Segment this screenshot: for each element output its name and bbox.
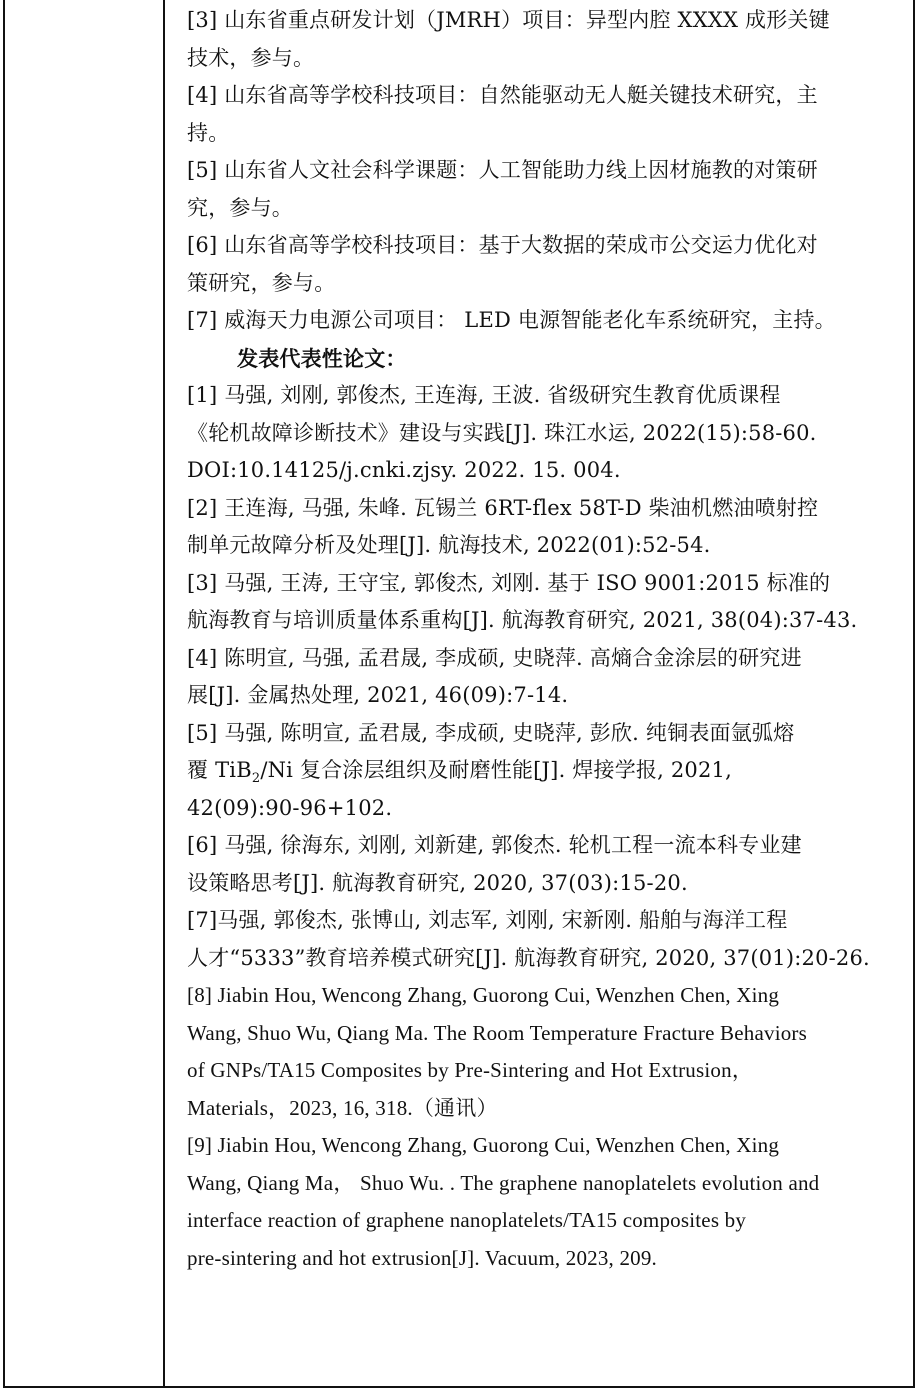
text-line: pre-sintering and hot extrusion[J]. Vacuum, 2023, 209. — [187, 1245, 658, 1270]
text-line: 设策略思考[J]. 航海教育研究, 2020, 37(03):15-20. — [187, 870, 688, 895]
tib-suffix: /Ni 复合涂层组织及耐磨性能[J]. 焊接学报, 2021, — [260, 758, 732, 782]
text-line: 42(09):90-96+102. — [187, 795, 393, 820]
text-line-tib — [187, 752, 903, 790]
left-column-cell — [5, 0, 165, 1386]
section-heading: 发表代表性论文： — [237, 345, 407, 371]
text-line: [1] 马强, 刘刚, 郭俊杰, 王连海, 王波. 省级研究生教育优质课程 — [187, 383, 781, 407]
text-line: [9] Jiabin Hou, Wencong Zhang, Guorong Cui, Wenzhen Chen, Xing — [187, 1133, 780, 1157]
text-line: [4] 山东省高等学校科技项目：自然能驱动无人艇关键技术研究，主 — [187, 83, 818, 107]
text-line: [4] 陈明宣, 马强, 孟君晟, 李成硕, 史晓萍. 高熵合金涂层的研究进 — [187, 645, 802, 670]
document-table — [3, 0, 915, 1388]
text-line: of GNPs/TA15 Composites by Pre-Sintering and Hot Extrusion， — [187, 1058, 754, 1082]
content-cell — [167, 0, 913, 1386]
text-line: [7]马强, 郭俊杰, 张博山, 刘志军, 刘刚, 宋新刚. 船舶与海洋工程 — [187, 908, 788, 932]
text-line: Wang, Shuo Wu, Qiang Ma. The Room Temperature Fracture Behaviors — [187, 1020, 807, 1045]
text-line: [6] 马强, 徐海东, 刘刚, 刘新建, 郭俊杰. 轮机工程一流本科专业建 — [187, 833, 802, 857]
text-line: [5] 山东省人文社会科学课题：人工智能助力线上因材施教的对策研 — [187, 158, 818, 182]
text-line: [2] 王连海, 马强, 朱峰. 瓦锡兰 6RT-flex 58T-D 柴油机燃油喷射控 — [187, 495, 819, 520]
text-line: 制单元故障分析及处理[J]. 航海技术, 2022(01):52-54. — [187, 533, 711, 557]
text-line: Wang, Qiang Ma， Shuo Wu. . The graphene nanoplatelets evolution and — [187, 1170, 820, 1195]
text-line: 持。 — [187, 120, 230, 145]
text-line: [7] 威海天力电源公司项目： LED 电源智能老化车系统研究，主持。 — [187, 308, 836, 332]
text-line: 策研究，参与。 — [187, 270, 336, 295]
text-line: 人才“5333”教育培养模式研究[J]. 航海教育研究, 2020, 37(01):20-26. — [187, 945, 870, 970]
text-line: Materials，2023, 16, 318.（通讯） — [187, 1095, 498, 1120]
text-line: 《轮机故障诊断技术》建设与实践[J]. 珠江水运, 2022(15):58-60. — [187, 420, 817, 445]
text-line: 究，参与。 — [187, 195, 293, 220]
text-line: [3] 马强, 王涛, 王守宝, 郭俊杰, 刘刚. 基于 ISO 9001:2015 标准的 — [187, 570, 831, 595]
tib-prefix: 覆 TiB — [187, 758, 252, 782]
text-line: DOI:10.14125/j.cnki.zjsy. 2022. 15. 004. — [187, 458, 621, 482]
text-line: [6] 山东省高等学校科技项目：基于大数据的荣成市公交运力优化对 — [187, 233, 818, 257]
text-line: 航海教育与培训质量体系重构[J]. 航海教育研究, 2021, 38(04):37-43. — [187, 608, 858, 632]
text-line: [5] 马强, 陈明宣, 孟君晟, 李成硕, 史晓萍, 彭欣. 纯铜表面氩弧熔 — [187, 720, 795, 745]
tib-subscript: 2 — [251, 771, 261, 787]
text-line: [8] Jiabin Hou, Wencong Zhang, Guorong Cui, Wenzhen Chen, Xing — [187, 983, 780, 1007]
text-line: 展[J]. 金属热处理, 2021, 46(09):7-14. — [187, 683, 569, 707]
text-line: interface reaction of graphene nanoplatelets/TA15 composites by — [187, 1208, 747, 1232]
text-line: 技术，参与。 — [187, 45, 315, 70]
text-line: [3] 山东省重点研发计划（JMRH）项目：异型内腔 XXXX 成形关键 — [187, 8, 830, 32]
